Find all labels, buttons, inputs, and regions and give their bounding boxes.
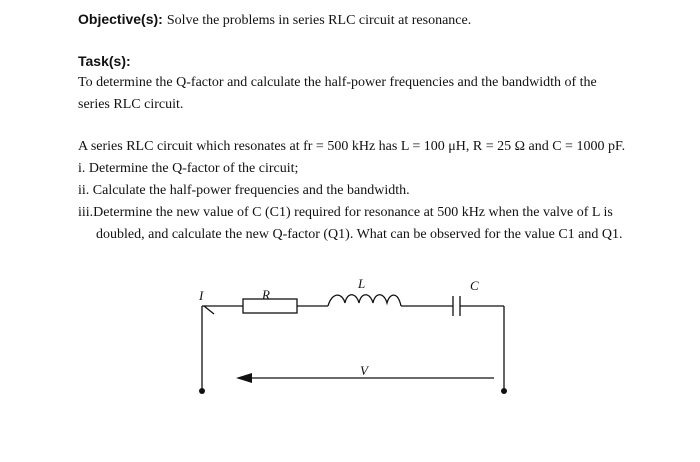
inductor-label: L xyxy=(358,276,366,291)
problem-item-3-line-1: iii.Determine the new value of C (C1) required for resonance at 500 kHz when the valve of L is xyxy=(78,205,613,220)
voltage-arrowhead xyxy=(236,373,252,383)
task-line-1: To determine the Q-factor and calculate the half-power frequencies and the bandwidth of the xyxy=(78,75,597,90)
resistor-label: R xyxy=(262,287,270,302)
terminal-right xyxy=(501,388,507,394)
objective-heading: Objective(s): xyxy=(78,11,163,27)
problem-item-3-line-2: doubled, and calculate the new Q-factor (Q1). What can be observed for the value C1 and Q1. xyxy=(96,227,623,242)
voltage-label: V xyxy=(360,363,368,378)
task-heading: Task(s): xyxy=(78,53,131,69)
problem-item-1: i. Determine the Q-factor of the circuit; xyxy=(78,161,299,176)
problem-item-2: ii. Calculate the half-power frequencies and the bandwidth. xyxy=(78,183,410,198)
task-line-2: series RLC circuit. xyxy=(78,97,184,112)
resistor-symbol xyxy=(243,299,297,313)
current-arrow xyxy=(204,306,214,314)
capacitor-label: C xyxy=(470,278,479,293)
objective-text: Solve the problems in series RLC circuit at resonance. xyxy=(166,13,472,28)
problem-statement: A series RLC circuit which resonates at fr = 500 kHz has L = 100 μH, R = 25 Ω and C = 1000 pF. xyxy=(78,139,626,154)
inductor-symbol xyxy=(328,295,401,306)
terminal-left xyxy=(199,388,205,394)
current-label: I xyxy=(199,288,204,303)
